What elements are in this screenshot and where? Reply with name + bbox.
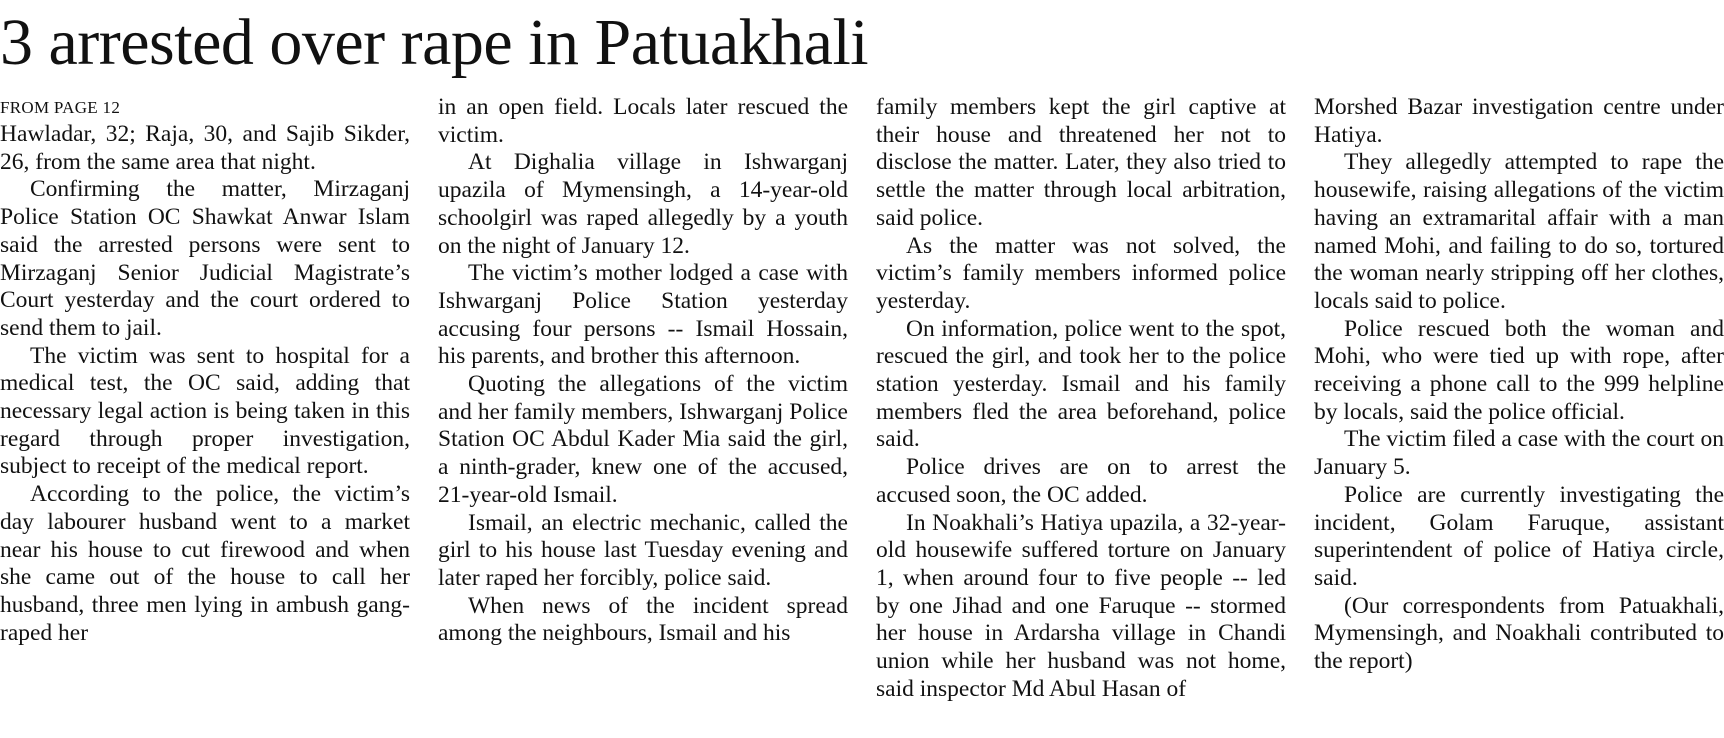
paragraph: When news of the incident spread among the neighbours, Ismail and his <box>438 592 848 647</box>
paragraph: According to the police, the victim’s day labourer husband went to a market near his house to cut firewood and when she came out of the house to call her husband, three men lying in ambush gang-raped her <box>0 481 410 646</box>
continued-from-label: FROM PAGE 12 <box>0 98 121 117</box>
paragraph: Police rescued both the woman and Mohi, who were tied up with rope, after receiving a phone call to the 999 helpline by locals, said the police official. <box>1314 315 1724 425</box>
paragraph: Quoting the allegations of the victim and her family members, Ishwarganj Police Station OC Abdul Kader Mia said the girl, a ninth-grader, knew one of the accused, 21-year-old Ismail. <box>438 371 848 508</box>
paragraph: Police drives are on to arrest the accused soon, the OC added. <box>876 454 1286 508</box>
article-body <box>0 94 1724 738</box>
paragraph: The victim’s mother lodged a case with Ishwarganj Police Station yesterday accusing four persons -- Ismail Hossain, his parents, and brother this afternoon. <box>438 260 848 370</box>
paragraph: Hawladar, 32; Raja, 30, and Sajib Sikder, 26, from the same area that night. <box>0 121 410 175</box>
paragraph: The victim filed a case with the court on January 5. <box>1314 426 1724 481</box>
paragraph: The victim was sent to hospital for a medical test, the OC said, adding that necessary legal action is being taken in this regard through proper investigation, subject to receipt of the medical report. <box>0 342 410 480</box>
paragraph: family members kept the girl captive at their house and threatened her not to disclose the matter. Later, they also tried to settle the matter through local arbitration, said police. <box>876 94 1286 231</box>
paragraph: On information, police went to the spot, rescued the girl, and took her to the police station yesterday. Ismail and his family members fled the area beforehand, police said. <box>876 315 1286 453</box>
paragraph: Police are currently investigating the incident, Golam Faruque, assistant superintendent of police of Hatiya circle, said. <box>1314 481 1724 591</box>
paragraph: At Dighalia village in Ishwarganj upazila of Mymensingh, a 14-year-old schoolgirl was raped allegedly by a youth on the night of January 12. <box>438 149 848 259</box>
article-column-2 <box>438 94 848 648</box>
paragraph: In Noakhali’s Hatiya upazila, a 32-year-old housewife suffered torture on January 1, when around four to five people -- led by one Jihad and one Faruque -- stormed her house in Ardarsha village in Chandi union while her husband was not home, said inspector Md Abul Hasan of <box>876 509 1286 702</box>
paragraph: Ismail, an electric mechanic, called the girl to his house last Tuesday evening and later raped her forcibly, police said. <box>438 509 848 591</box>
correspondents-credit: (Our correspondents from Patuakhali, Mymensingh, and Noakhali contributed to the report) <box>1314 592 1724 675</box>
paragraph: Confirming the matter, Mirzaganj Police Station OC Shawkat Anwar Islam said the arrested persons were sent to Mirzaganj Senior Judicial Magistrate’s Court yesterday and the court ordered to send them to jail. <box>0 176 410 341</box>
headline: 3 arrested over rape in Patuakhali <box>0 6 869 79</box>
article-column-3 <box>876 94 1286 703</box>
paragraph: They allegedly attempted to rape the housewife, raising allegations of the victim having an extramarital affair with a man named Mohi, and failing to do so, tortured the woman nearly stripping off her clothes, locals said to police. <box>1314 149 1724 314</box>
article-column-1 <box>0 94 410 647</box>
paragraph: As the matter was not solved, the victim’s family members informed police yesterday. <box>876 232 1286 314</box>
paragraph: in an open field. Locals later rescued the victim. <box>438 94 848 148</box>
article-column-4 <box>1314 94 1724 676</box>
paragraph: Morshed Bazar investigation centre under Hatiya. <box>1314 94 1724 148</box>
